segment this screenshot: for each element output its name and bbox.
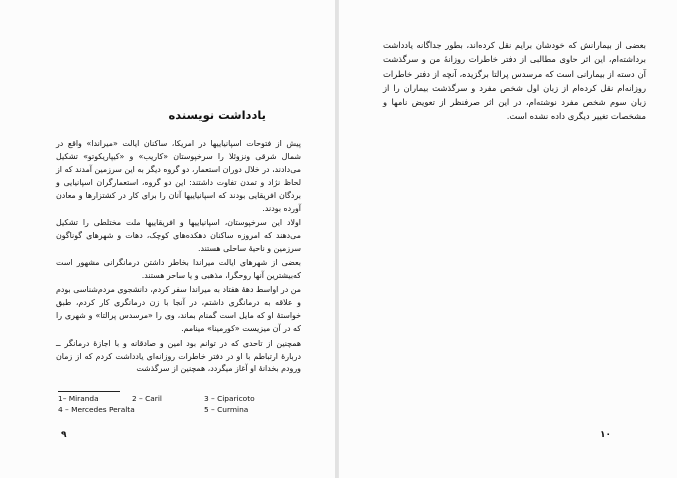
paragraph: بعضی از شهرهای ایالت میراندا بخاطر داشتن درمانگرانی مشهور است که‌بیشترین آنها روحگرا، مذهبی و یا ساحر هستند. [56,258,301,281]
page-number: ۹ [61,430,67,440]
paragraph: من در اواسط دههٔ هفتاد به میراندا سفر کردم، دانشجوی مردم‌شناسی بودم و علاقه به درمانگری داشتم، در آنجا با زن درمانگری کار کردم، طبق خواستهٔ او که مایل است گمنام بماند، وی را «مرسدس پرالتا» و شهری را که در آن میزیست «کورمینا» مینامم. [56,285,301,334]
footnote: 5 – Curmina [204,404,249,414]
right-page [338,0,677,478]
paragraph: پیش از فتوحات اسپانیاییها در امریکا، ساکنان ایالت «میراندا» واقع در شمال شرقی ونزوئلا را سرخپوستان «کاریب» و «کیپاریکوتو» تشکیل می‌دادند، در خلال دوران استعمار، دو گروه دیگر به این سرزمین آمدند که از لحاظ نژاد و تمدن تفاوت داشتند: این دو گروه، استعمارگران اسپانیایی و بردگان افریقایی بودند که اسپانیاییها آنان را برای کار در کشتزارها و معادن آورده بودند. [56,139,301,213]
footnote: 3 – Ciparicoto [204,394,255,403]
footnote: 1– Miranda [58,394,99,403]
footnote: 4 – Mercedes Peralta [58,404,135,414]
left-page-body [56,138,301,378]
paragraph: بعضی از بیمارانش که خودشان برایم نقل کرده‌اند، بطور جداگانه یادداشت برداشته‌ام، این اثر حاوی مطالبی از دفتر خاطرات روزانهٔ من و سرگذشت آن دسته از بیمارانی است که مرسدس پرالتا برگزیده، آنچه از دفتر خاطرات روزانه‌ام نقل کرده‌ام از زبان اول شخص مفرد و سرگذشت بیماران را از زبان سوم شخص مفرد نوشته‌ام، در این اثر صرفنظر از تعویض نامها و مشخصات تغییر دیگری داده نشده است. [383,40,646,122]
footnote-divider [58,391,120,392]
footnotes [58,394,298,415]
footnote: 2 – Caril [132,394,162,403]
right-page-body [383,38,646,124]
paragraph: اولاد این سرخپوستان، اسپانیاییها و افریقاییها ملت مختلطی را تشکیل می‌دهند که امروزه ساکنان دهکده‌های کوچک، دهات و شهرهای گوناگون سرزمین و ناحیهٔ ساحلی هستند. [56,217,301,253]
page-number: ۱۰ [600,430,611,440]
section-heading: یادداشت نویسنده [168,108,266,122]
left-page [0,0,336,478]
footnote-row [58,394,298,405]
footnote-row [58,405,298,416]
paragraph: همچنین از تاحدی که در توانم بود امین و صادقانه و با اجازهٔ درمانگر ــ دربارهٔ ارتباطم با او در دفتر خاطرات روزانه‌ای یادداشت کردم که از زمان ورودم بخدانهٔ او آغاز میگردد، همچنین از سرگذشت [56,338,301,374]
